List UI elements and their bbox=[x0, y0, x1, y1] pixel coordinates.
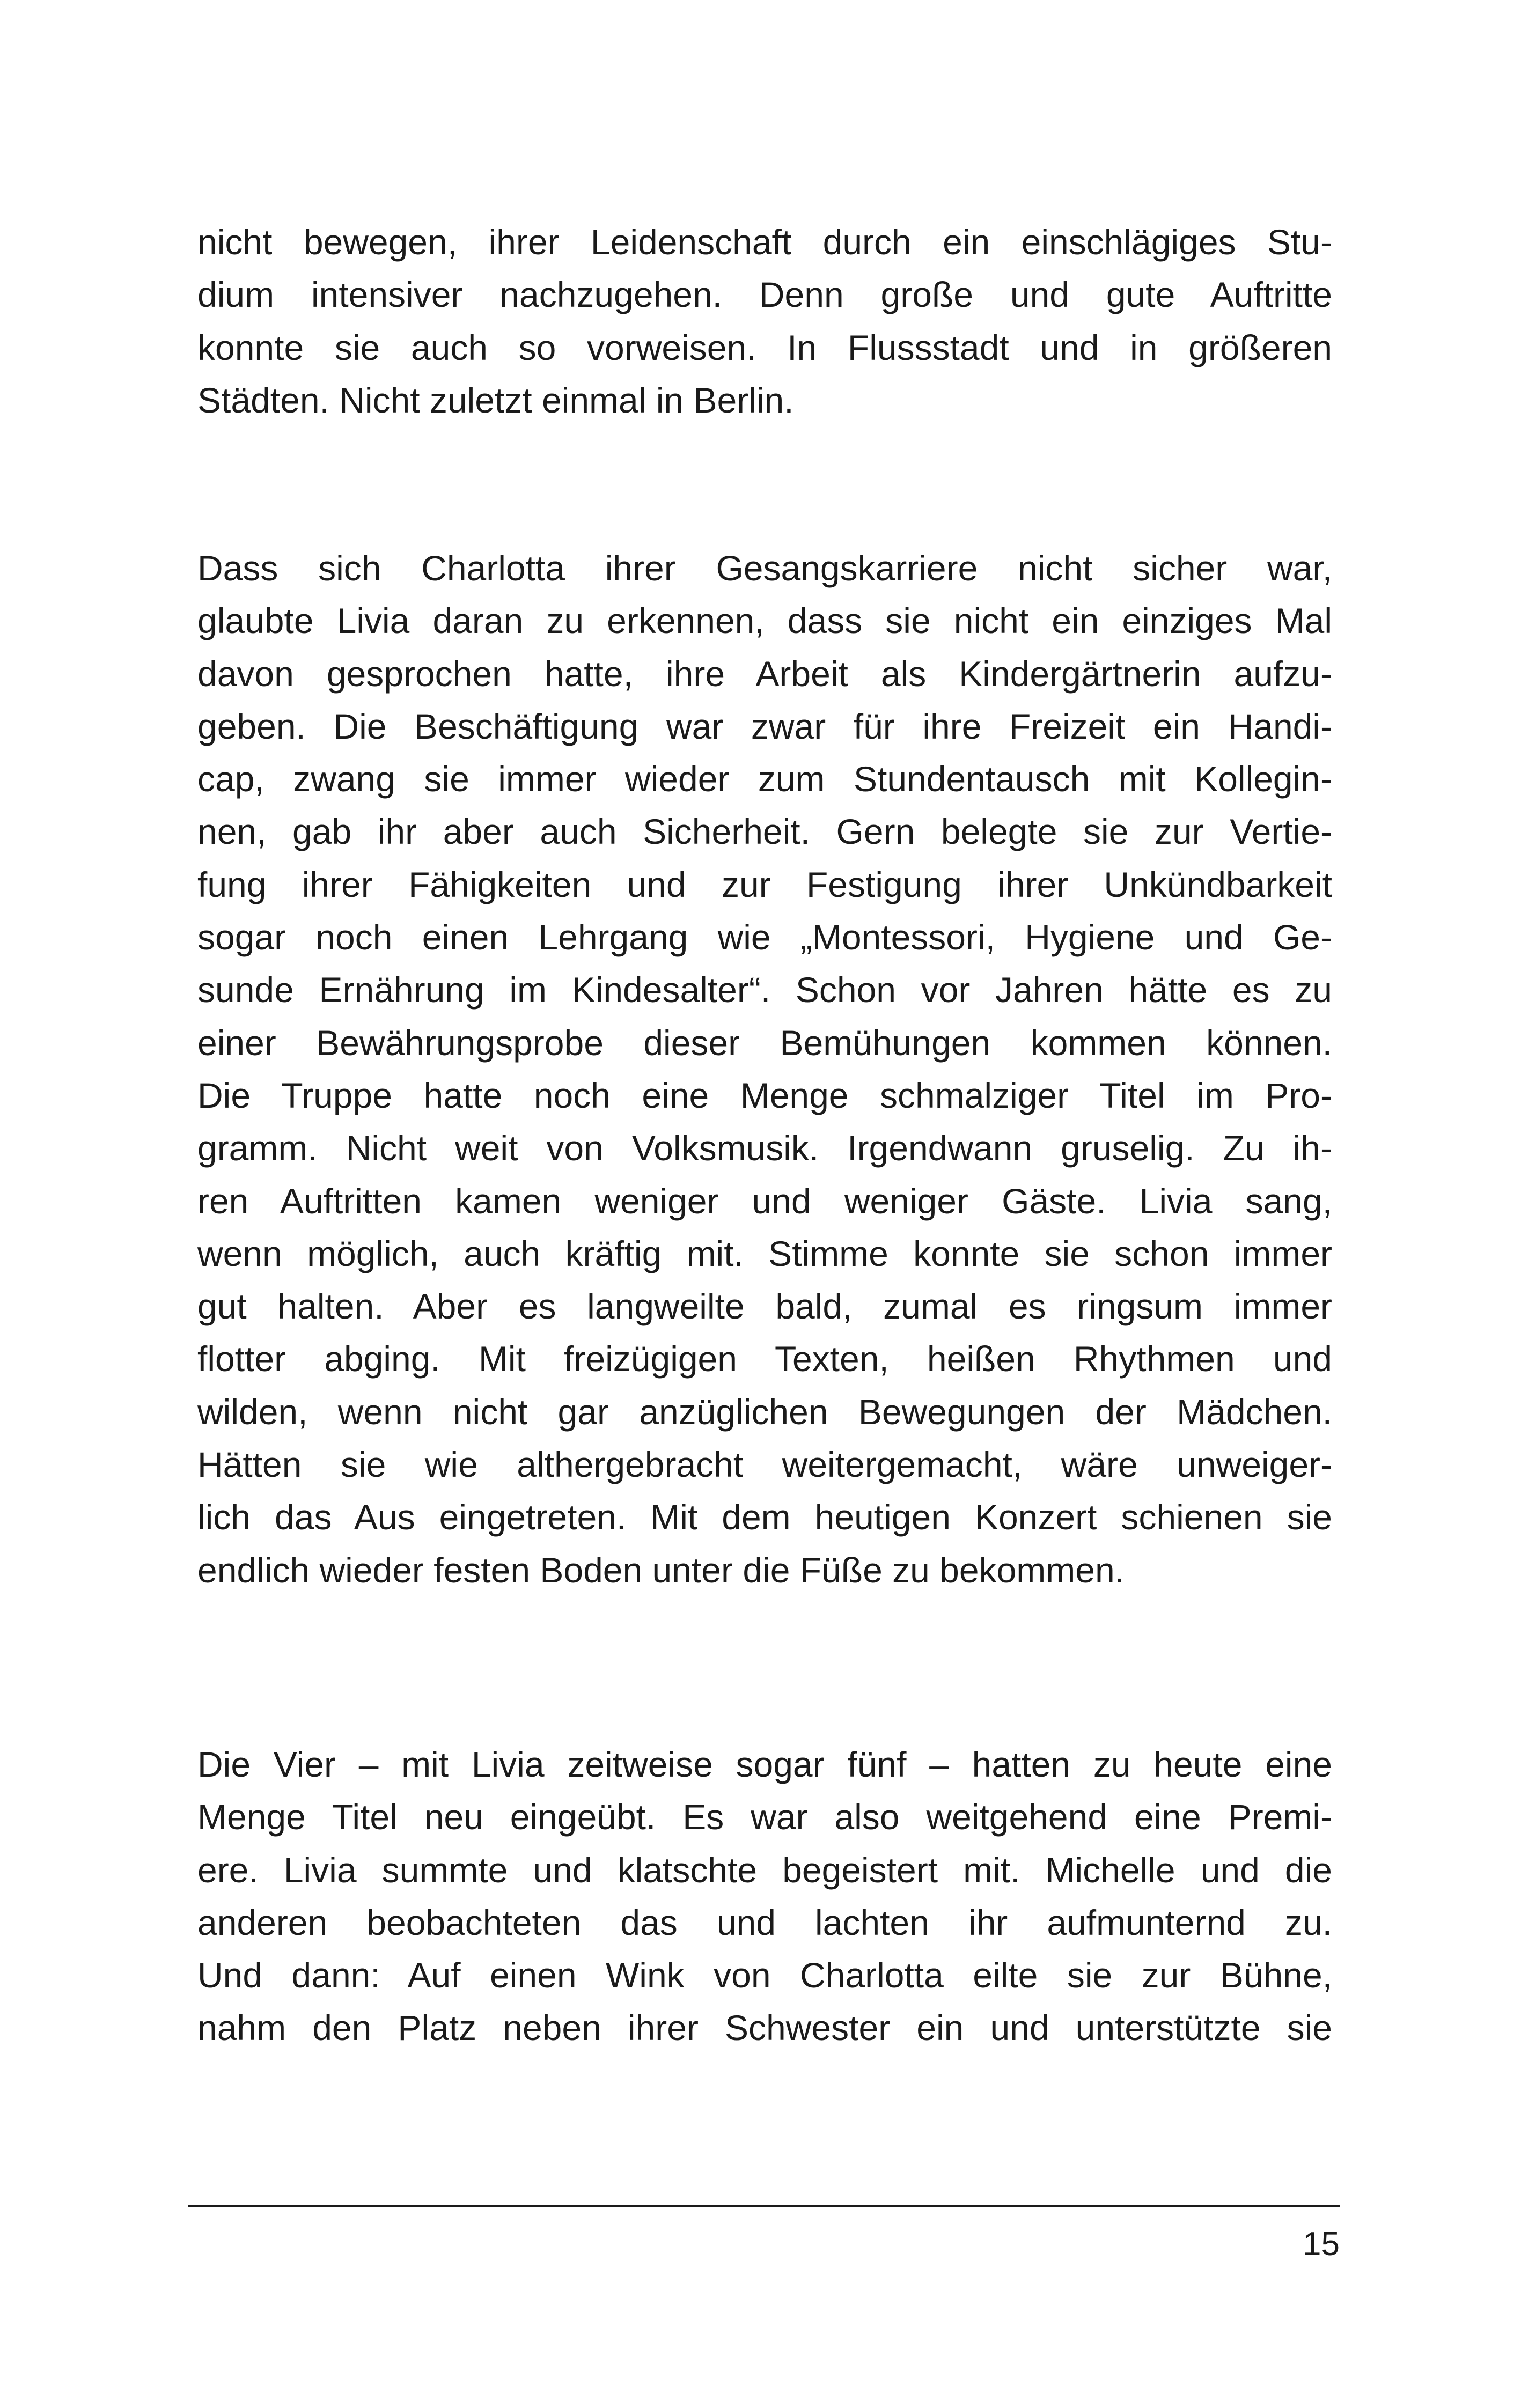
text-line: nen, gab ihr aber auch Sicherheit. Gern belegte sie zur Vertie- bbox=[197, 812, 1332, 852]
text-line: ere. Livia summte und klatschte begeistert mit. Michelle und die bbox=[197, 1850, 1332, 1890]
footer-rule bbox=[188, 2205, 1340, 2207]
text-line: cap, zwang sie immer wieder zum Stundentausch mit Kollegin- bbox=[197, 759, 1332, 799]
text-line: Dass sich Charlotta ihrer Gesangskarriere nicht sicher war, bbox=[197, 548, 1332, 588]
paragraph-3 bbox=[197, 1738, 1332, 2054]
text-line: Die Vier – mit Livia zeitweise sogar fünf – hatten zu heute eine bbox=[197, 1744, 1332, 1784]
page-number: 15 bbox=[1303, 2226, 1340, 2263]
text-line: anderen beobachteten das und lachten ihr aufmunternd zu. bbox=[197, 1902, 1332, 1942]
text-line: Und dann: Auf einen Wink von Charlotta eilte sie zur Bühne, bbox=[197, 1955, 1332, 1995]
text-line: ren Auftritten kamen weniger und weniger Gäste. Livia sang, bbox=[197, 1181, 1332, 1221]
text-line: nicht bewegen, ihrer Leidenschaft durch ein einschlägiges Stu- bbox=[197, 222, 1332, 262]
text-line: gut halten. Aber es langweilte bald, zumal es ringsum immer bbox=[197, 1286, 1332, 1327]
text-line: Städten. Nicht zuletzt einmal in Berlin. bbox=[197, 380, 794, 420]
text-line: wilden, wenn nicht gar anzüglichen Bewegungen der Mädchen. bbox=[197, 1391, 1332, 1432]
text-line: nahm den Platz neben ihrer Schwester ein und unterstützte sie bbox=[197, 2008, 1332, 2048]
text-line: wenn möglich, auch kräftig mit. Stimme konnte sie schon immer bbox=[197, 1233, 1332, 1273]
text-line: Menge Titel neu eingeübt. Es war also weitgehend eine Premi- bbox=[197, 1797, 1332, 1837]
text-line: sunde Ernährung im Kindesalter“. Schon vor Jahren hätte es zu bbox=[197, 970, 1332, 1010]
text-line: lich das Aus eingetreten. Mit dem heutigen Konzert schienen sie bbox=[197, 1497, 1332, 1537]
text-line: gramm. Nicht weit von Volksmusik. Irgendwann gruselig. Zu ih- bbox=[197, 1128, 1332, 1168]
text-line: geben. Die Beschäftigung war zwar für ihre Freizeit ein Handi- bbox=[197, 706, 1332, 746]
text-line: Hätten sie wie althergebracht weitergemacht, wäre unweiger- bbox=[197, 1445, 1332, 1485]
text-line: flotter abging. Mit freizügigen Texten, heißen Rhythmen und bbox=[197, 1339, 1332, 1379]
paragraph-2 bbox=[197, 542, 1332, 1596]
paragraph-1 bbox=[197, 216, 1332, 426]
text-line: dium intensiver nachzugehen. Denn große und gute Auftritte bbox=[197, 275, 1332, 315]
text-line: sogar noch einen Lehrgang wie „Montessori, Hygiene und Ge- bbox=[197, 917, 1332, 958]
text-line: fung ihrer Fähigkeiten und zur Festigung ihrer Unkündbarkeit bbox=[197, 864, 1332, 904]
text-line: Die Truppe hatte noch eine Menge schmalziger Titel im Pro- bbox=[197, 1075, 1332, 1115]
text-line: endlich wieder festen Boden unter die Füße zu bekommen. bbox=[197, 1550, 1125, 1590]
text-line: glaubte Livia daran zu erkennen, dass sie nicht ein einziges Mal bbox=[197, 601, 1332, 641]
text-line: konnte sie auch so vorweisen. In Flussstadt und in größeren bbox=[197, 327, 1332, 367]
text-line: davon gesprochen hatte, ihre Arbeit als Kindergärtnerin aufzu- bbox=[197, 653, 1332, 694]
text-line: einer Bewährungsprobe dieser Bemühungen kommen können. bbox=[197, 1022, 1332, 1063]
